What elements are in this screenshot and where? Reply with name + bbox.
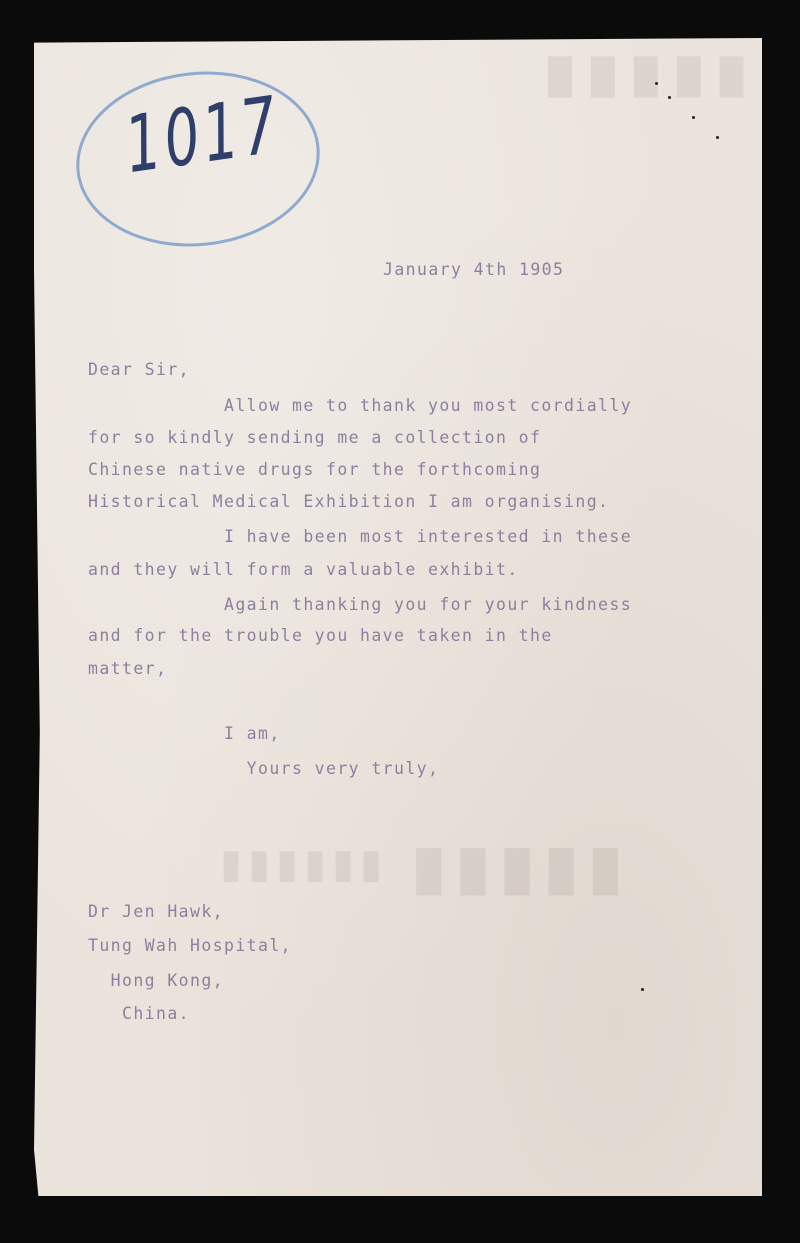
body-line: Historical Medical Exhibition I am organising. [88,492,610,511]
recipient-name: Dr Jen Hawk, [88,902,225,921]
paper-speck [655,82,658,85]
recipient-city: Hong Kong, [88,971,225,990]
paper-speck [716,136,719,139]
closing-line: I am, [88,724,281,743]
body-line: Allow me to thank you most cordially [88,396,633,415]
body-line: and for the trouble you have taken in the [88,626,553,645]
reference-number: 1017 [120,80,287,192]
recipient-institution: Tung Wah Hospital, [88,936,293,955]
paper-speck [668,96,671,99]
body-line: for so kindly sending me a collection of [88,428,542,447]
body-line: Again thanking you for your kindness [88,595,633,614]
salutation: Dear Sir, [88,360,191,379]
paper-speck [641,988,644,991]
signature-line: Yours very truly, [88,759,440,778]
body-line: I have been most interested in these [88,527,633,546]
body-line: and they will form a valuable exhibit. [88,560,519,579]
paper-speck [692,116,695,119]
recipient-country: China. [88,1004,191,1023]
body-line: matter, [88,659,168,678]
body-line: Chinese native drugs for the forthcoming [88,460,542,479]
letter-date: January 4th 1905 [383,260,565,279]
